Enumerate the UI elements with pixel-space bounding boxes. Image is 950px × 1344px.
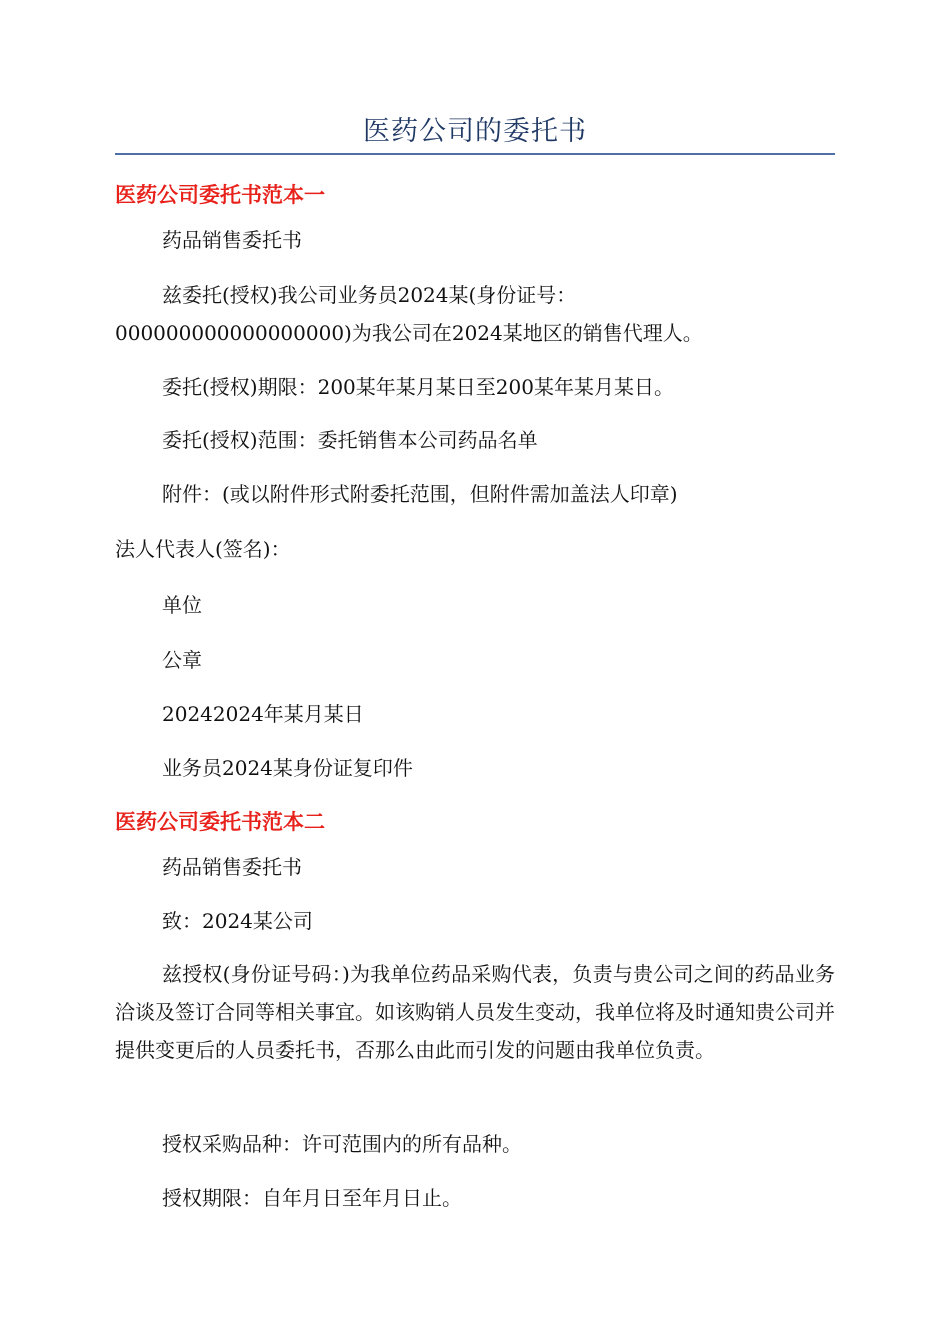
paragraph-seal: 公章	[162, 648, 202, 672]
section-heading-sample-one: 医药公司委托书范本一	[115, 183, 325, 207]
paragraph-term: 委托(授权)期限：200某年某月某日至200某年某月某日。	[162, 375, 674, 399]
paragraph-sales-title-1: 药品销售委托书	[162, 228, 302, 252]
paragraph-authorization-term: 授权期限：自年月日至年月日止。	[162, 1186, 462, 1210]
section-heading-sample-two: 医药公司委托书范本二	[115, 810, 325, 834]
paragraph-attachment: 附件：(或以附件形式附委托范围，但附件需加盖法人印章)	[162, 482, 678, 506]
paragraph-sales-title-2: 药品销售委托书	[162, 855, 302, 879]
paragraph-id-copy: 业务员2024某身份证复印件	[162, 756, 413, 780]
title-divider	[115, 153, 835, 155]
paragraph-authorization-body: 兹授权(身份证号码：)为我单位药品采购代表，负责与贵公司之间的药品业务洽谈及签订合同等相关事宜。如该购销人员发生变动，我单位将及时通知贵公司并提供变更后的人员委托书，否那么由此而引发的问题由我单位负责。	[115, 962, 835, 1062]
paragraph-legal-rep: 法人代表人(签名)：	[115, 537, 291, 561]
document-page	[115, 0, 835, 1344]
paragraph-entrust-line-2: 000000000000000000)为我公司在2024某地区的销售代理人。	[115, 321, 703, 345]
paragraph-purchase-varieties: 授权采购品种：许可范围内的所有品种。	[162, 1132, 522, 1156]
paragraph-date: 20242024年某月某日	[162, 702, 364, 726]
paragraph-scope: 委托(授权)范围：委托销售本公司药品名单	[162, 428, 538, 452]
document-title: 医药公司的委托书	[363, 116, 587, 147]
paragraph-entrust-line-1: 兹委托(授权)我公司业务员2024某(身份证号：	[162, 283, 577, 307]
paragraph-addressee: 致：2024某公司	[162, 909, 313, 933]
paragraph-unit: 单位	[162, 593, 202, 617]
